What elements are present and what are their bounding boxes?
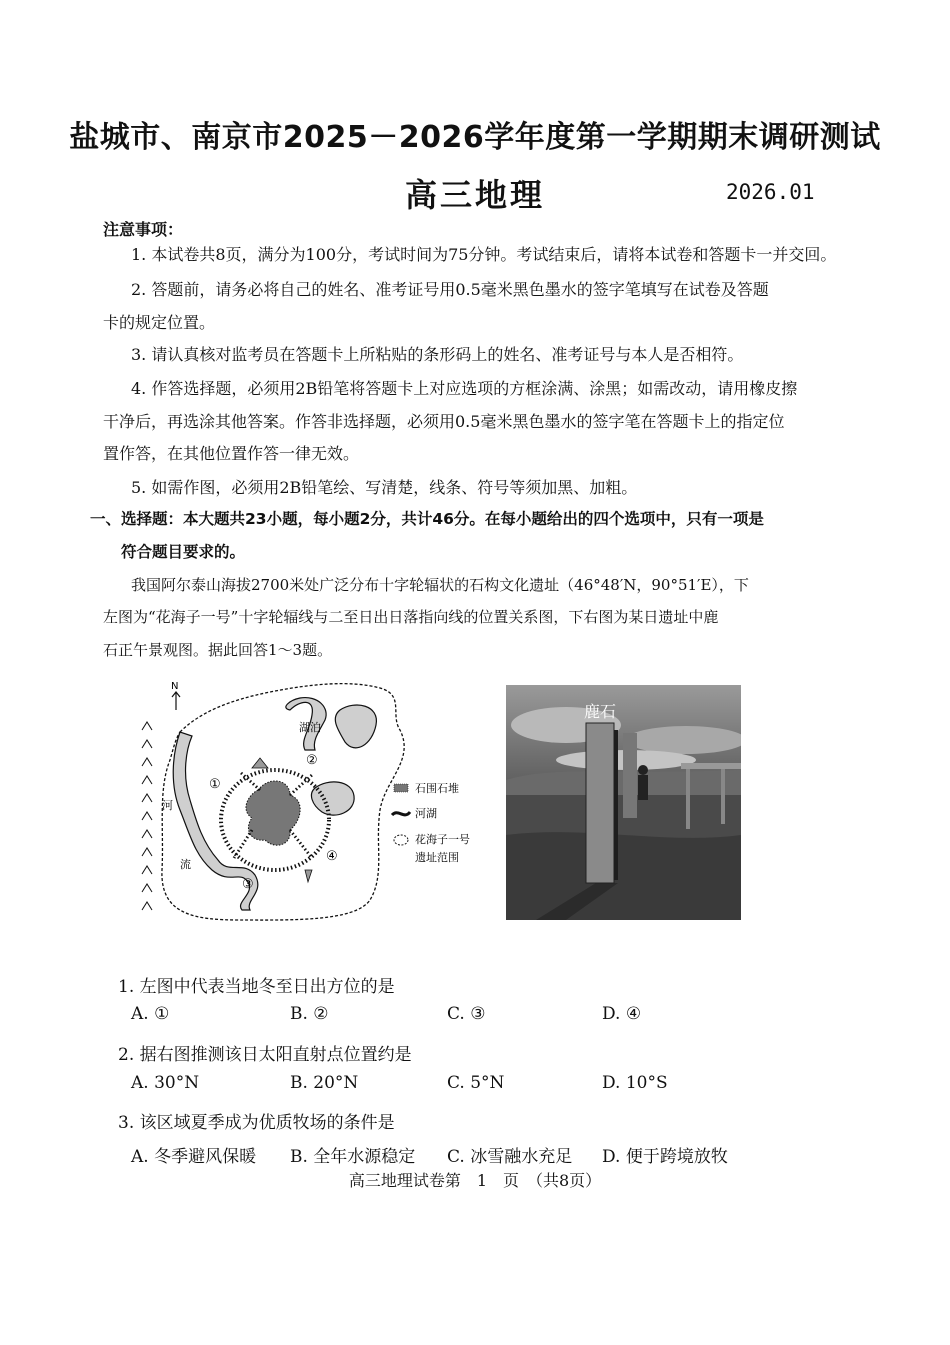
legend-site-icon [394,835,408,845]
mountain-symbols-icon [142,722,152,910]
lake-northeast [335,705,376,748]
question-3-option-c[interactable]: C. 冰雪融水充足 [447,1147,573,1167]
notice-line-6: 干净后，再选涂其他答案。作答非选择题，必须用0.5毫米黑色墨水的签字笔在答题卡上的指定位 [103,412,785,431]
section-heading-line-1: 一、选择题：本大题共23小题，每小题2分，共计46分。在每小题给出的四个选项中，只有一项是 [90,510,764,528]
question-2-stem: 2. 据右图推测该日太阳直射点位置约是 [118,1045,412,1065]
passage-line-3: 石正午景观图。据此回答1～3题。 [103,641,333,659]
legend-site-label-1: 花海子一号 [415,833,470,846]
question-1-option-c[interactable]: C. ③ [447,1004,486,1024]
question-2-option-a[interactable]: A. 30°N [131,1073,200,1093]
central-stone-heap [246,781,300,845]
marker-1: ① [209,777,221,792]
notice-heading: 注意事项： [103,220,184,239]
passage-line-2: 左图为“花海子一号”十字轮辐线与二至日出日落指向线的位置关系图，下右图为某日遗址中鹿 [103,608,719,626]
marker-3: ③ [242,877,254,892]
question-3-option-a[interactable]: A. 冬季避风保暖 [131,1147,257,1167]
legend-stones-icon [394,784,408,792]
marker-2: ② [306,753,318,768]
legend-river-label: 河湖 [415,807,437,820]
notice-line-7: 置作答，在其他位置作答一律无效。 [103,444,360,463]
page-footer: 高三地理试卷第 1 页 （共8页） [348,1171,602,1190]
question-1-option-b[interactable]: B. ② [290,1004,329,1024]
notice-line-8: 5. 如需作图，必须用2B铅笔绘、写清楚，线条、符号等须加黑、加粗。 [131,478,638,497]
site-map-figure [140,670,500,935]
photo-label: 鹿石 [584,702,617,721]
exam-date: 2026.01 [726,180,815,204]
question-3-option-d[interactable]: D. 便于跨境放牧 [602,1147,728,1167]
section-heading-line-2: 符合题目要求的。 [121,543,246,561]
marker-4: ④ [326,849,338,864]
question-2-option-d[interactable]: D. 10°S [602,1073,668,1093]
exam-title: 盐城市、南京市2025－2026学年度第一学期期末调研测试 [69,120,881,155]
exam-subject: 高三地理 [404,176,545,214]
notice-line-5: 4. 作答选择题，必须用2B铅笔将答题卡上对应选项的方框涂满、涂黑；如需改动，请用橡皮擦 [131,379,798,398]
legend-river-icon [392,812,410,815]
question-2-option-b[interactable]: B. 20°N [290,1073,359,1093]
lake-label: 湖泊 [299,721,321,734]
map-legend [392,781,470,864]
question-1-option-a[interactable]: A. ① [131,1004,170,1024]
north-arrow-icon [172,692,180,710]
legend-site-label-2: 遗址范围 [415,851,459,864]
notice-line-1: 1. 本试卷共8页，满分为100分，考试时间为75分钟。考试结束后，请将本试卷和答题卡一并交回。 [131,245,837,264]
north-label: N [171,681,179,692]
question-2-option-c[interactable]: C. 5°N [447,1073,505,1093]
river-label-2: 流 [180,858,191,871]
notice-line-4: 3. 请认真核对监考员在答题卡上所粘贴的条形码上的姓名、准考证号与本人是否相符。 [131,345,744,364]
passage-line-1: 我国阿尔泰山海拔2700米处广泛分布十字轮辐状的石构文化遗址（46°48′N，90°51′E），下 [131,576,749,594]
question-3-stem: 3. 该区域夏季成为优质牧场的条件是 [118,1113,395,1133]
notice-line-3: 卡的规定位置。 [103,313,216,332]
question-1-option-d[interactable]: D. ④ [602,1004,642,1024]
deer-stone-photo [506,685,741,920]
question-3-option-b[interactable]: B. 全年水源稳定 [290,1147,416,1167]
lake-east [311,782,354,815]
question-1-stem: 1. 左图中代表当地冬至日出方位的是 [118,977,395,997]
river-label-1: 河 [162,799,173,812]
deer-stone-icon [586,723,614,883]
notice-line-2: 2. 答题前，请务必将自己的姓名、准考证号用0.5毫米黑色墨水的签字笔填写在试卷及答题 [131,280,769,299]
legend-stones-label: 石围石堆 [415,782,459,795]
